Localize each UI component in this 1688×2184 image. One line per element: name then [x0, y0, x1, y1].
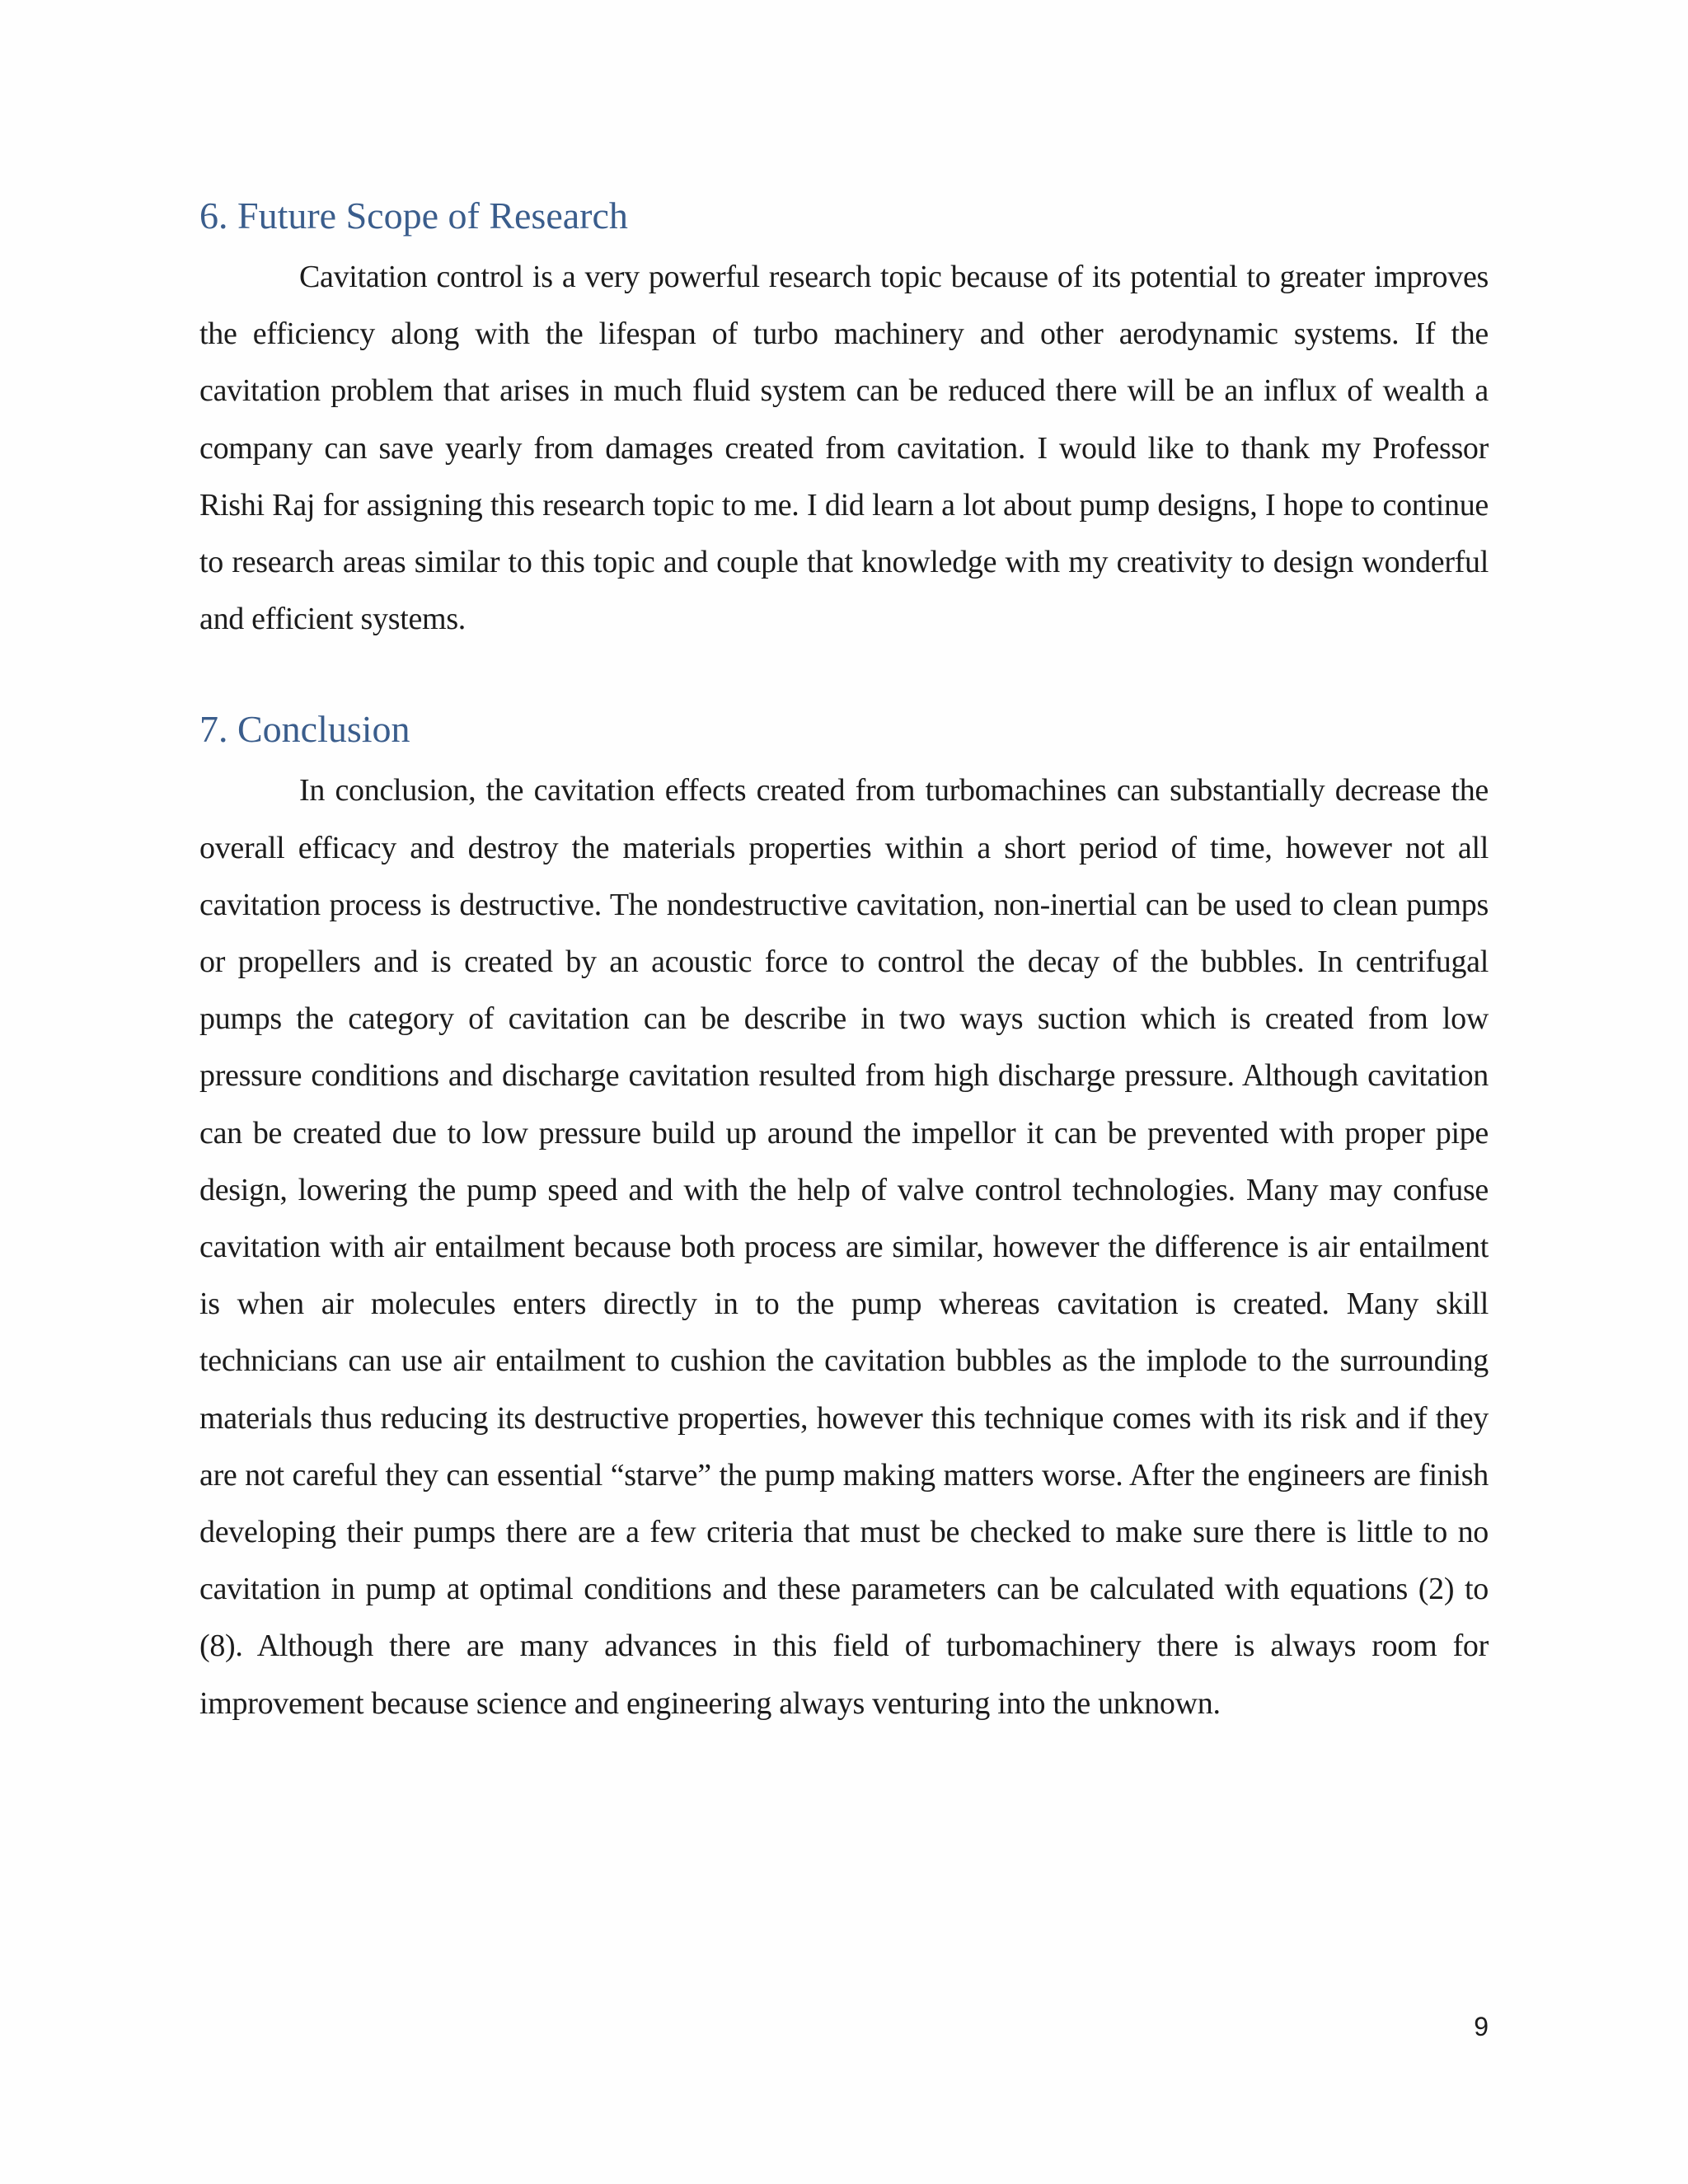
page-number: 9: [1474, 2012, 1489, 2041]
paragraph-conclusion: In conclusion, the cavitation effects created from turbomachines can substantially decrease the overall efficacy and destroy the materials properties within a short period of time, however not all cavitation process is destructive. The nondestructive cavitation, non-inertial can be used to clean pumps or propellers and is created by an acoustic force to control the decay of the bubbles. In centrifugal pumps the category of cavitation can be describe in two ways suction which is created from low pressure conditions and discharge cavitation resulted from high discharge pressure. Although cavitation can be created due to low pressure build up around the impellor it can be prevented with proper pipe design, lowering the pump speed and with the help of valve control technologies. Many may confuse cavitation with air entailment because both process are similar, however the difference is air entailment is when air molecules enters directly in to the pump whereas cavitation is created. Many skill technicians can use air entailment to cushion the cavitation bubbles as the implode to the surrounding materials thus reducing its destructive properties, however this technique comes with its risk and if they are not careful they can essential “starve” the pump making matters worse. After the engineers are finish developing their pumps there are a few criteria that must be checked to make sure there is little to no cavitation in pump at optimal conditions and these parameters can be calculated with equations (2) to (8). Although there are many advances in this field of turbomachinery there is always room for improvement because science and engineering always venturing into the unknown.: [199, 773, 1489, 1721]
section-future-scope: [199, 190, 1489, 648]
paragraph-future-scope: Cavitation control is a very powerful research topic because of its potential to greater improves the efficiency along with the lifespan of turbo machinery and other aerodynamic systems. If the cavitation problem that arises in much fluid system can be reduced there will be an influx of wealth a company can save yearly from damages created from cavitation. I would like to thank my Professor Rishi Raj for assigning this research topic to me. I did learn a lot about pump designs, I hope to continue to research areas similar to this topic and couple that knowledge with my creativity to design wonderful and efficient systems.: [199, 260, 1489, 637]
page-content: [199, 190, 1489, 1732]
section-heading-future-scope: 6. Future Scope of Research: [199, 194, 628, 237]
section-conclusion: [199, 703, 1489, 1732]
section-heading-conclusion: 7. Conclusion: [199, 708, 410, 751]
